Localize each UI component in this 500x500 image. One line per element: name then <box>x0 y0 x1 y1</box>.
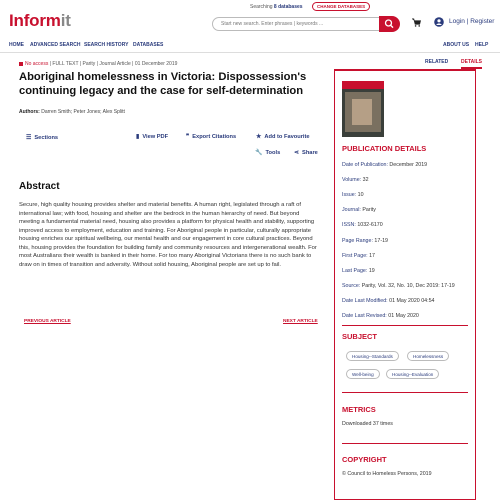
detail-first-page: First Page: 17 <box>342 253 376 259</box>
user-icon[interactable] <box>434 17 444 27</box>
quote-icon: ❞ <box>186 134 190 140</box>
no-access-label: No access <box>25 61 49 67</box>
nav-divider <box>0 52 500 53</box>
add-to-favourite-button[interactable] <box>256 133 310 140</box>
pdf-icon: ▮ <box>136 134 140 140</box>
copyright-heading: COPYRIGHT <box>342 455 387 464</box>
logo-text-it: it <box>60 11 71 30</box>
export-citations-label: Export Citations <box>192 134 237 140</box>
authors-line <box>19 109 125 115</box>
section-divider <box>342 443 468 444</box>
article-meta <box>19 61 177 67</box>
view-pdf-button[interactable] <box>136 133 168 140</box>
detail-issue: Issue: 10 <box>342 192 364 198</box>
detail-date-of-publication: Date of Publication: December 2019 <box>342 162 428 168</box>
previous-article-link[interactable]: PREVIOUS ARTICLE <box>24 319 71 324</box>
logo-text: Inform <box>9 11 61 30</box>
star-icon: ★ <box>256 134 262 140</box>
publication-details-heading: PUBLICATION DETAILS <box>342 144 427 153</box>
view-pdf-label: View PDF <box>142 134 169 140</box>
share-button[interactable] <box>294 149 318 156</box>
nav-search-history[interactable]: SEARCH HISTORY <box>84 42 129 48</box>
article-title: Aboriginal homelessness in Victoria: Dispossession's continuing legacy and the case for self-determination <box>19 71 307 97</box>
abstract-heading: Abstract <box>19 181 60 192</box>
share-icon: ⋖ <box>294 150 300 156</box>
copyright-text: © Council to Homeless Persons, 2019 <box>342 471 432 477</box>
tools-button[interactable] <box>255 149 280 156</box>
sections-label: Sections <box>34 135 59 141</box>
share-label: Share <box>302 150 318 156</box>
nav-help[interactable]: HELP <box>475 42 489 48</box>
tools-label: Tools <box>265 150 281 156</box>
export-citations-button[interactable] <box>186 133 236 140</box>
detail-volume: Volume: 32 <box>342 177 369 183</box>
favourite-label: Add to Favourite <box>264 134 310 140</box>
next-article-link[interactable]: NEXT ARTICLE <box>283 319 318 324</box>
detail-source: Source: Parity, Vol. 32, No. 10, Dec 2019: 17-19 <box>342 283 455 289</box>
detail-last-page: Last Page: 19 <box>342 268 375 274</box>
tab-related[interactable]: RELATED <box>425 59 449 65</box>
login-register-link[interactable]: Login | Register <box>449 18 495 25</box>
section-divider <box>342 392 468 393</box>
change-databases-button[interactable]: CHANGE DATABASES <box>312 2 370 11</box>
authors-names[interactable]: Darren Smith; Peter Jones; Alex Splitt <box>41 109 125 115</box>
detail-journal: Journal: Parity <box>342 207 376 213</box>
journal-cover-image <box>342 81 384 137</box>
searching-prefix: Searching <box>250 4 273 10</box>
abstract-text: Secure, high quality housing provides shelter and material benefits. A human right, legislated through a raft of international law; with food, housing and shelter are the bedrock in the human hierarchy of need. But beyond meeting a fundamental material need, housing also provides a platform for physical health and stability, supporting improved access to employment, education and training. For Aboriginal people in particular, culturally appropriate housing enriches our spiritual wellbeing, our mental health and our engagement in core cultural practices. Beyond this, housing provides the foundation for building family and community resources and intergenerational wealth. For most Australians their wealth is banked in their home. For too many Aboriginal Victorians there is no such bank to draw on in times of transition and adversity. Without solid housing, Aboriginal people are set up to fail. <box>19 202 317 268</box>
subject-chip[interactable]: Homelessness <box>407 351 449 361</box>
subject-chip[interactable]: Housing--Standards <box>346 351 399 361</box>
searching-databases-text <box>250 4 303 10</box>
detail-date-last-modified: Date Last Modified: 01 May 2020 04:54 <box>342 298 435 304</box>
search-input[interactable]: Start new search. Enter phrases | keywords ... <box>212 17 380 31</box>
detail-issn: ISSN: 1032-6170 <box>342 222 383 228</box>
nav-home[interactable]: HOME <box>9 42 24 48</box>
main-nav <box>0 40 500 52</box>
search-button[interactable] <box>379 16 400 32</box>
sections-button[interactable] <box>26 134 58 141</box>
list-icon: ☰ <box>26 135 32 141</box>
metrics-downloads: Downloaded 37 times <box>342 421 393 427</box>
wrench-icon: 🔧 <box>255 150 263 156</box>
subject-chip[interactable]: Housing--Evaluation <box>386 369 439 379</box>
nav-about-us[interactable]: ABOUT US <box>443 42 470 48</box>
metrics-heading: METRICS <box>342 405 376 414</box>
section-divider <box>342 325 468 326</box>
detail-date-last-revised: Date Last Revised: 01 May 2020 <box>342 313 419 319</box>
authors-label: Authors: <box>19 109 40 115</box>
databases-count-link[interactable]: 8 databases <box>273 4 303 10</box>
article-meta-text: | FULL TEXT | Parity | Journal Article | 01 December 2019 <box>49 61 178 67</box>
detail-page-range: Page Range: 17-19 <box>342 238 388 244</box>
top-bar <box>0 0 500 38</box>
cart-icon[interactable] <box>412 18 421 27</box>
subject-chip[interactable]: Well-being <box>346 369 380 379</box>
search-icon <box>379 16 400 32</box>
subject-heading: SUBJECT <box>342 332 378 341</box>
informit-logo[interactable] <box>9 11 71 31</box>
tab-details[interactable]: DETAILS <box>461 59 482 69</box>
lock-icon <box>19 62 23 66</box>
nav-advanced-search[interactable]: ADVANCED SEARCH <box>30 42 81 48</box>
nav-databases[interactable]: DATABASES <box>133 42 164 48</box>
